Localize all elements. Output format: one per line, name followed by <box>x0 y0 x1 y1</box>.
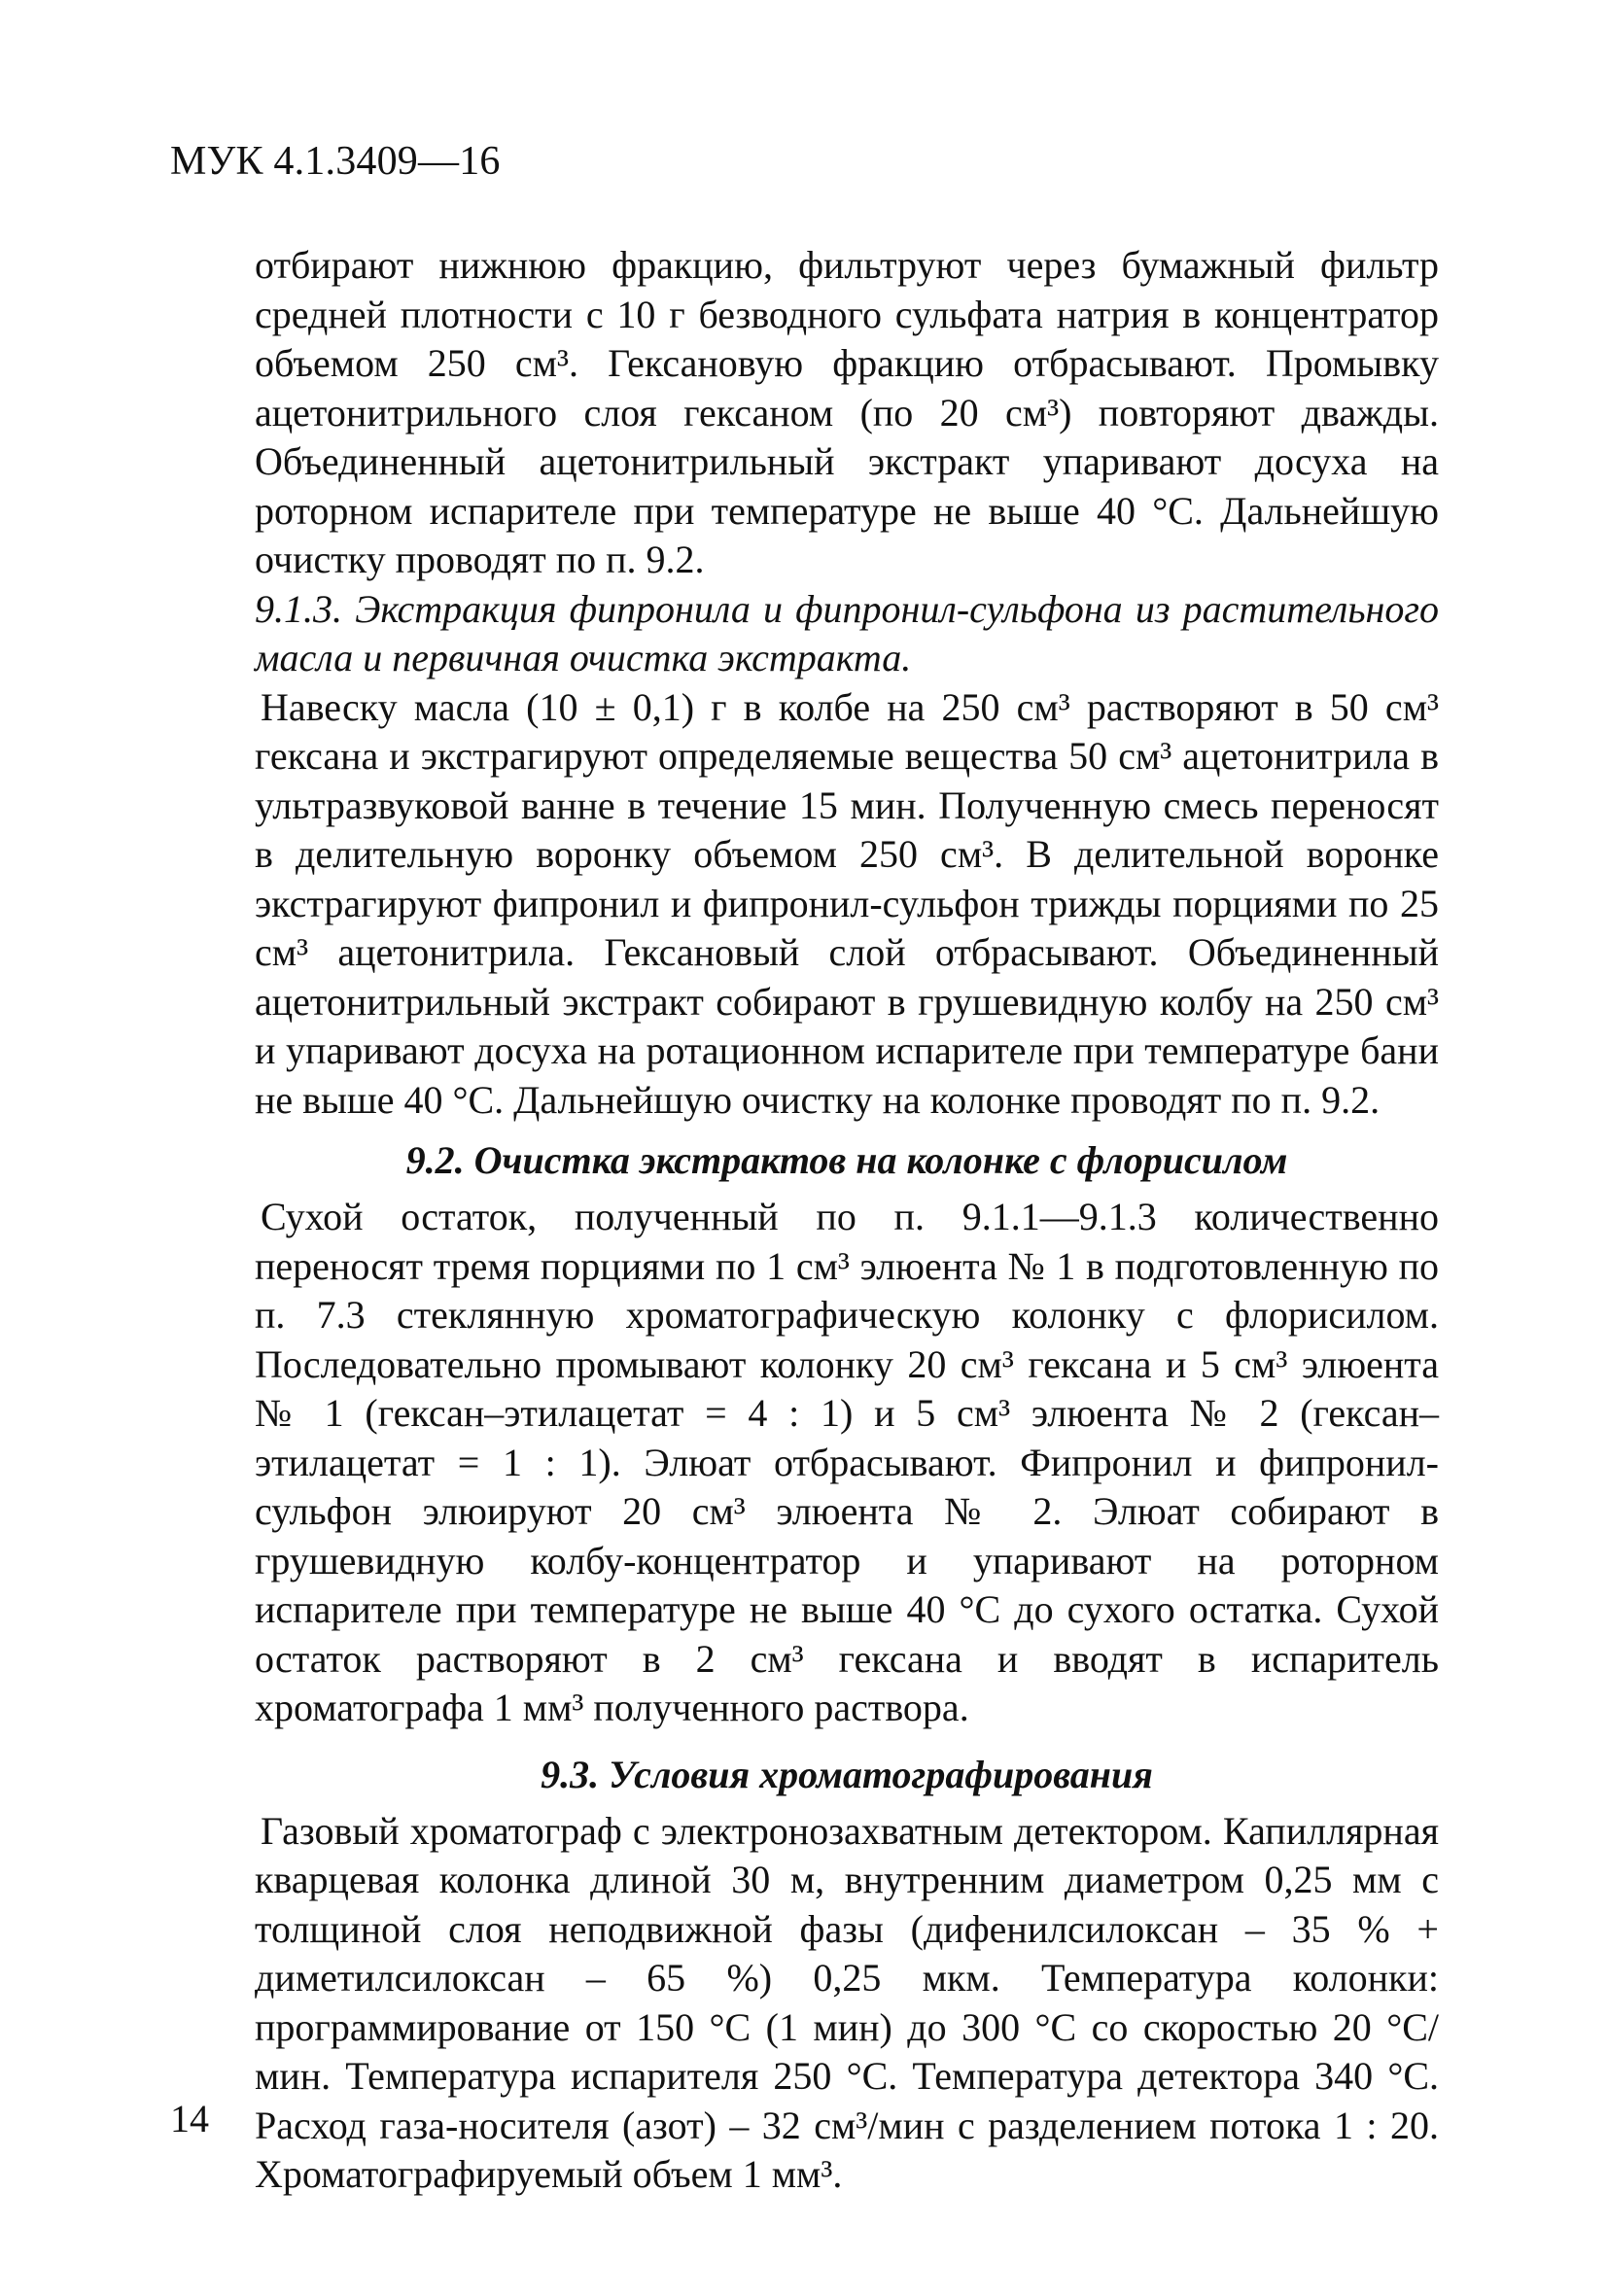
paragraph-9-1-3: Навеску масла (10 ± 0,1) г в колбе на 250 см³ растворяют в 50 см³ гексана и экстрагируют определяемые вещества 50 см³ ацетонитрила в ультразвуковой ванне в течение 15 мин. Полученную смесь переносят в делительную воронку объемом 250 см³. В делительной воронке экстрагируют фипронил и фипронил-сульфон трижды порциями по 25 см³ ацетонитрила. Гексановый слой отбрасывают. Объединенный ацетонитрильный экстракт собирают в грушевидную колбу на 250 см³ и упаривают досуха на ротационном испарителе при температуре бани не выше 40 °С. Дальнейшую очистку на колонке проводят по п. 9.2. <box>255 684 1439 1122</box>
document-code-header: МУК 4.1.3409—16 <box>170 139 501 184</box>
page-body <box>255 241 1439 2200</box>
subsection-9-1-3-title: 9.1.3. Экстракция фипронила и фипронил-сульфона из растительного масла и первичная очистка экстракта. <box>255 586 1439 679</box>
paragraph-9-2: Сухой остаток, полученный по п. 9.1.1—9.1.3 количественно переносят тремя порциями по 1 см³ элюента № 1 в подготовленную по п. 7.3 стеклянную хроматографическую колонку с флорисилом. Последовательно промывают колонку 20 см³ гексана и 5 см³ элюента № 1 (гексан–этилацетат = 4 : 1) и 5 см³ элюента № 2 (гексан–этилацетат = 1 : 1). Элюат отбрасывают. Фипронил и фипронил-сульфон элюируют 20 см³ элюента № 2. Элюат собирают в грушевидную колбу-концентратор и упаривают на роторном испарителе при температуре не выше 40 °С до сухого остатка. Сухой остаток растворяют в 2 см³ гексана и вводят в испаритель хроматографа 1 мм³ полученного раствора. <box>255 1195 1439 1729</box>
paragraph-9-3: Газовый хроматограф с электронозахватным детектором. Капиллярная кварцевая колонка длиной 30 м, внутренним диаметром 0,25 мм с толщиной слоя неподвижной фазы (дифенилсилоксан – 35 % + диметилсилоксан – 65 %) 0,25 мкм. Температура колонки: программирование от 150 °С (1 мин) до 300 °С со скоростью 20 °С/мин. Температура испарителя 250 °С. Температура детектора 340 °С. Расход газа-носителя (азот) – 32 см³/мин с разделением потока 1 : 20. Хроматографируемый объем 1 мм³. <box>255 1808 1439 2196</box>
page-number: 14 <box>170 2097 209 2140</box>
paragraph-continuation: отбирают нижнюю фракцию, фильтруют через бумажный фильтр средней плотности с 10 г безводного сульфата натрия в концентратор объемом 250 см³. Гексановую фракцию отбрасывают. Промывку ацетонитрильного слоя гексаном (по 20 см³) повторяют дважды. Объединенный ацетонитрильный экстракт упаривают досуха на роторном испарителе при температуре не выше 40 °С. Дальнейшую очистку проводят по п. 9.2. <box>255 243 1439 581</box>
heading-9-3: 9.3. Условия хроматографирования <box>541 1752 1153 1796</box>
heading-9-2: 9.2. Очистка экстрактов на колонке с флорисилом <box>405 1138 1288 1182</box>
